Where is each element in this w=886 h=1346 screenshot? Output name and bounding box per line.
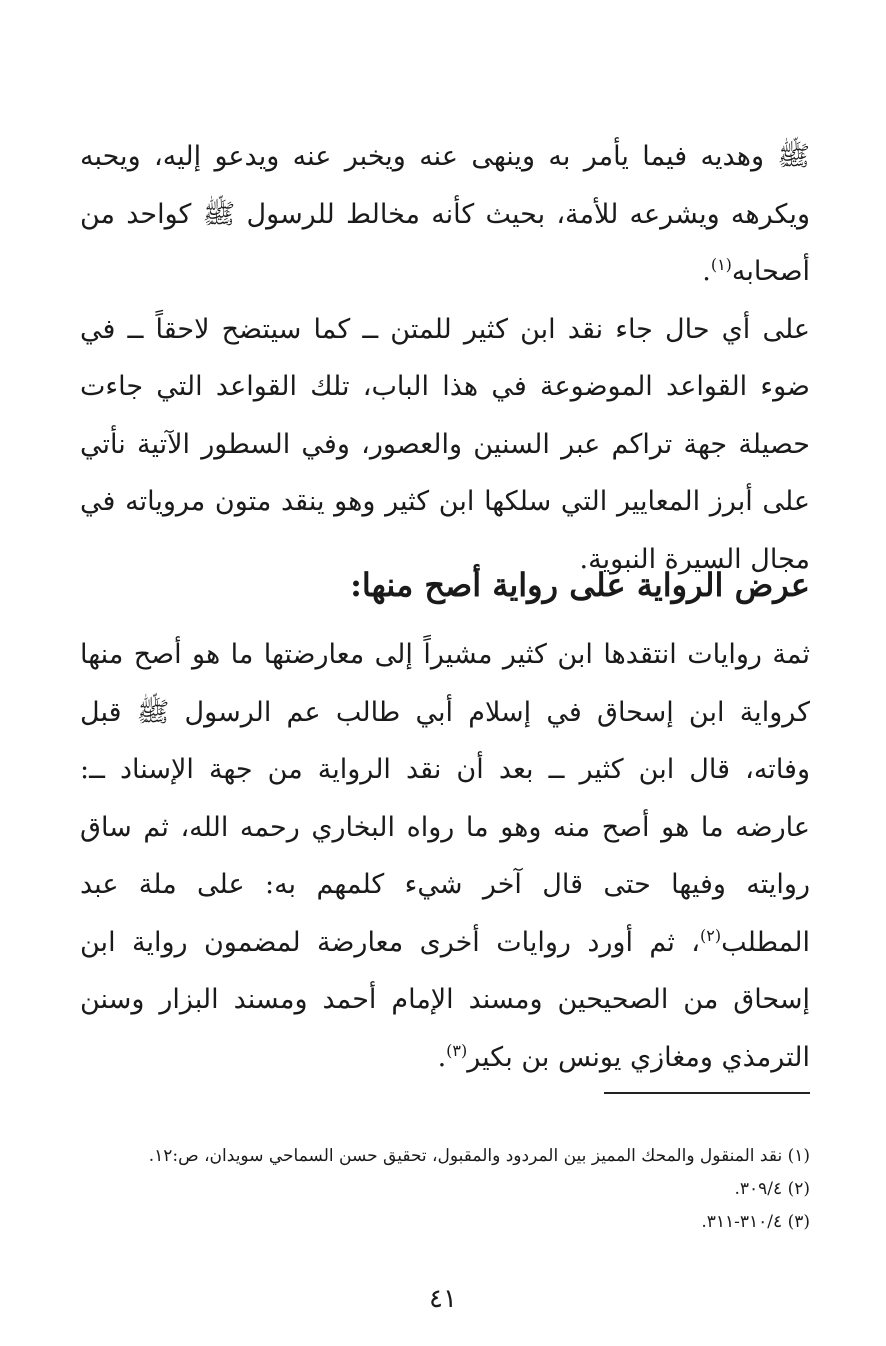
footnote-2: (٢) ٣٠٩/٤.	[734, 1179, 810, 1199]
section-text	[80, 626, 810, 1086]
paragraph-2-text: على أي حال جاء نقد ابن كثير للمتن ــ كما سيتضح لاحقاً ــ في ضوء القواعد الموضوعة في هذا الباب، تلك القواعد التي جاءت حصيلة جهة تراكم عبر السنين والعصور، وفي السطور الآتية نأتي على أبرز المعايير التي سلكها ابن كثير وهو ينقد متون مروياته في مجال السيرة النبوية.	[80, 313, 810, 575]
footnote-separator	[604, 1092, 810, 1094]
section-heading: عرض الرواية على رواية أصح منها:	[350, 566, 810, 604]
paragraph-1-text: ﷺ وهديه فيما يأمر به وينهى عنه ويخبر عنه ويدعو إليه، ويحبه ويكرهه ويشرعه للأمة، بحيث كأنه مخالط للرسول ﷺ كواحد من أصحابه	[80, 141, 810, 287]
paragraph-1	[80, 128, 810, 301]
paragraph-3-part-2: ، ثم أورد روايات أخرى معارضة لمضمون رواية ابن إسحاق من الصحيحين ومسند الإمام أحمد ومسند البزار وسنن الترمذي ومغازي يونس بن بكير	[80, 926, 810, 1073]
footnote-ref-1[interactable]: (١)	[710, 255, 732, 274]
footnotes-list	[80, 1140, 810, 1239]
paragraph-3-end: .	[437, 1041, 447, 1073]
paragraph-2	[80, 301, 810, 589]
footnote-1: (١) نقد المنقول والمحك المميز بين المردود والمقبول، تحقيق حسن السماحي سويدان، ص:١٢.	[148, 1146, 810, 1166]
paragraph-1-end: .	[702, 256, 711, 287]
footnote-3: (٣) ٣١٠/٤-٣١١.	[701, 1212, 810, 1232]
footnote-ref-2[interactable]: (٢)	[699, 925, 722, 945]
footnote-ref-3[interactable]: (٣)	[446, 1040, 468, 1060]
paragraph-3	[80, 626, 810, 1086]
page-number: ٤١	[429, 1284, 457, 1314]
paragraph-3-part-1: ثمة روايات انتقدها ابن كثير مشيراً إلى معارضتها ما هو أصح منها كرواية ابن إسحاق في إسلام أبي طالب عم الرسول ﷺ قبل وفاته، قال ابن كثير ــ بعد أن نقد الرواية من جهة الإسناد ــ: عارضه ما هو أصح منه وهو ما رواه البخاري رحمه الله، ثم ساق روايته وفيها حتى قال آخر شيء كلمهم به: على ملة عبد المطلب	[80, 639, 810, 958]
intro-text	[80, 128, 810, 588]
